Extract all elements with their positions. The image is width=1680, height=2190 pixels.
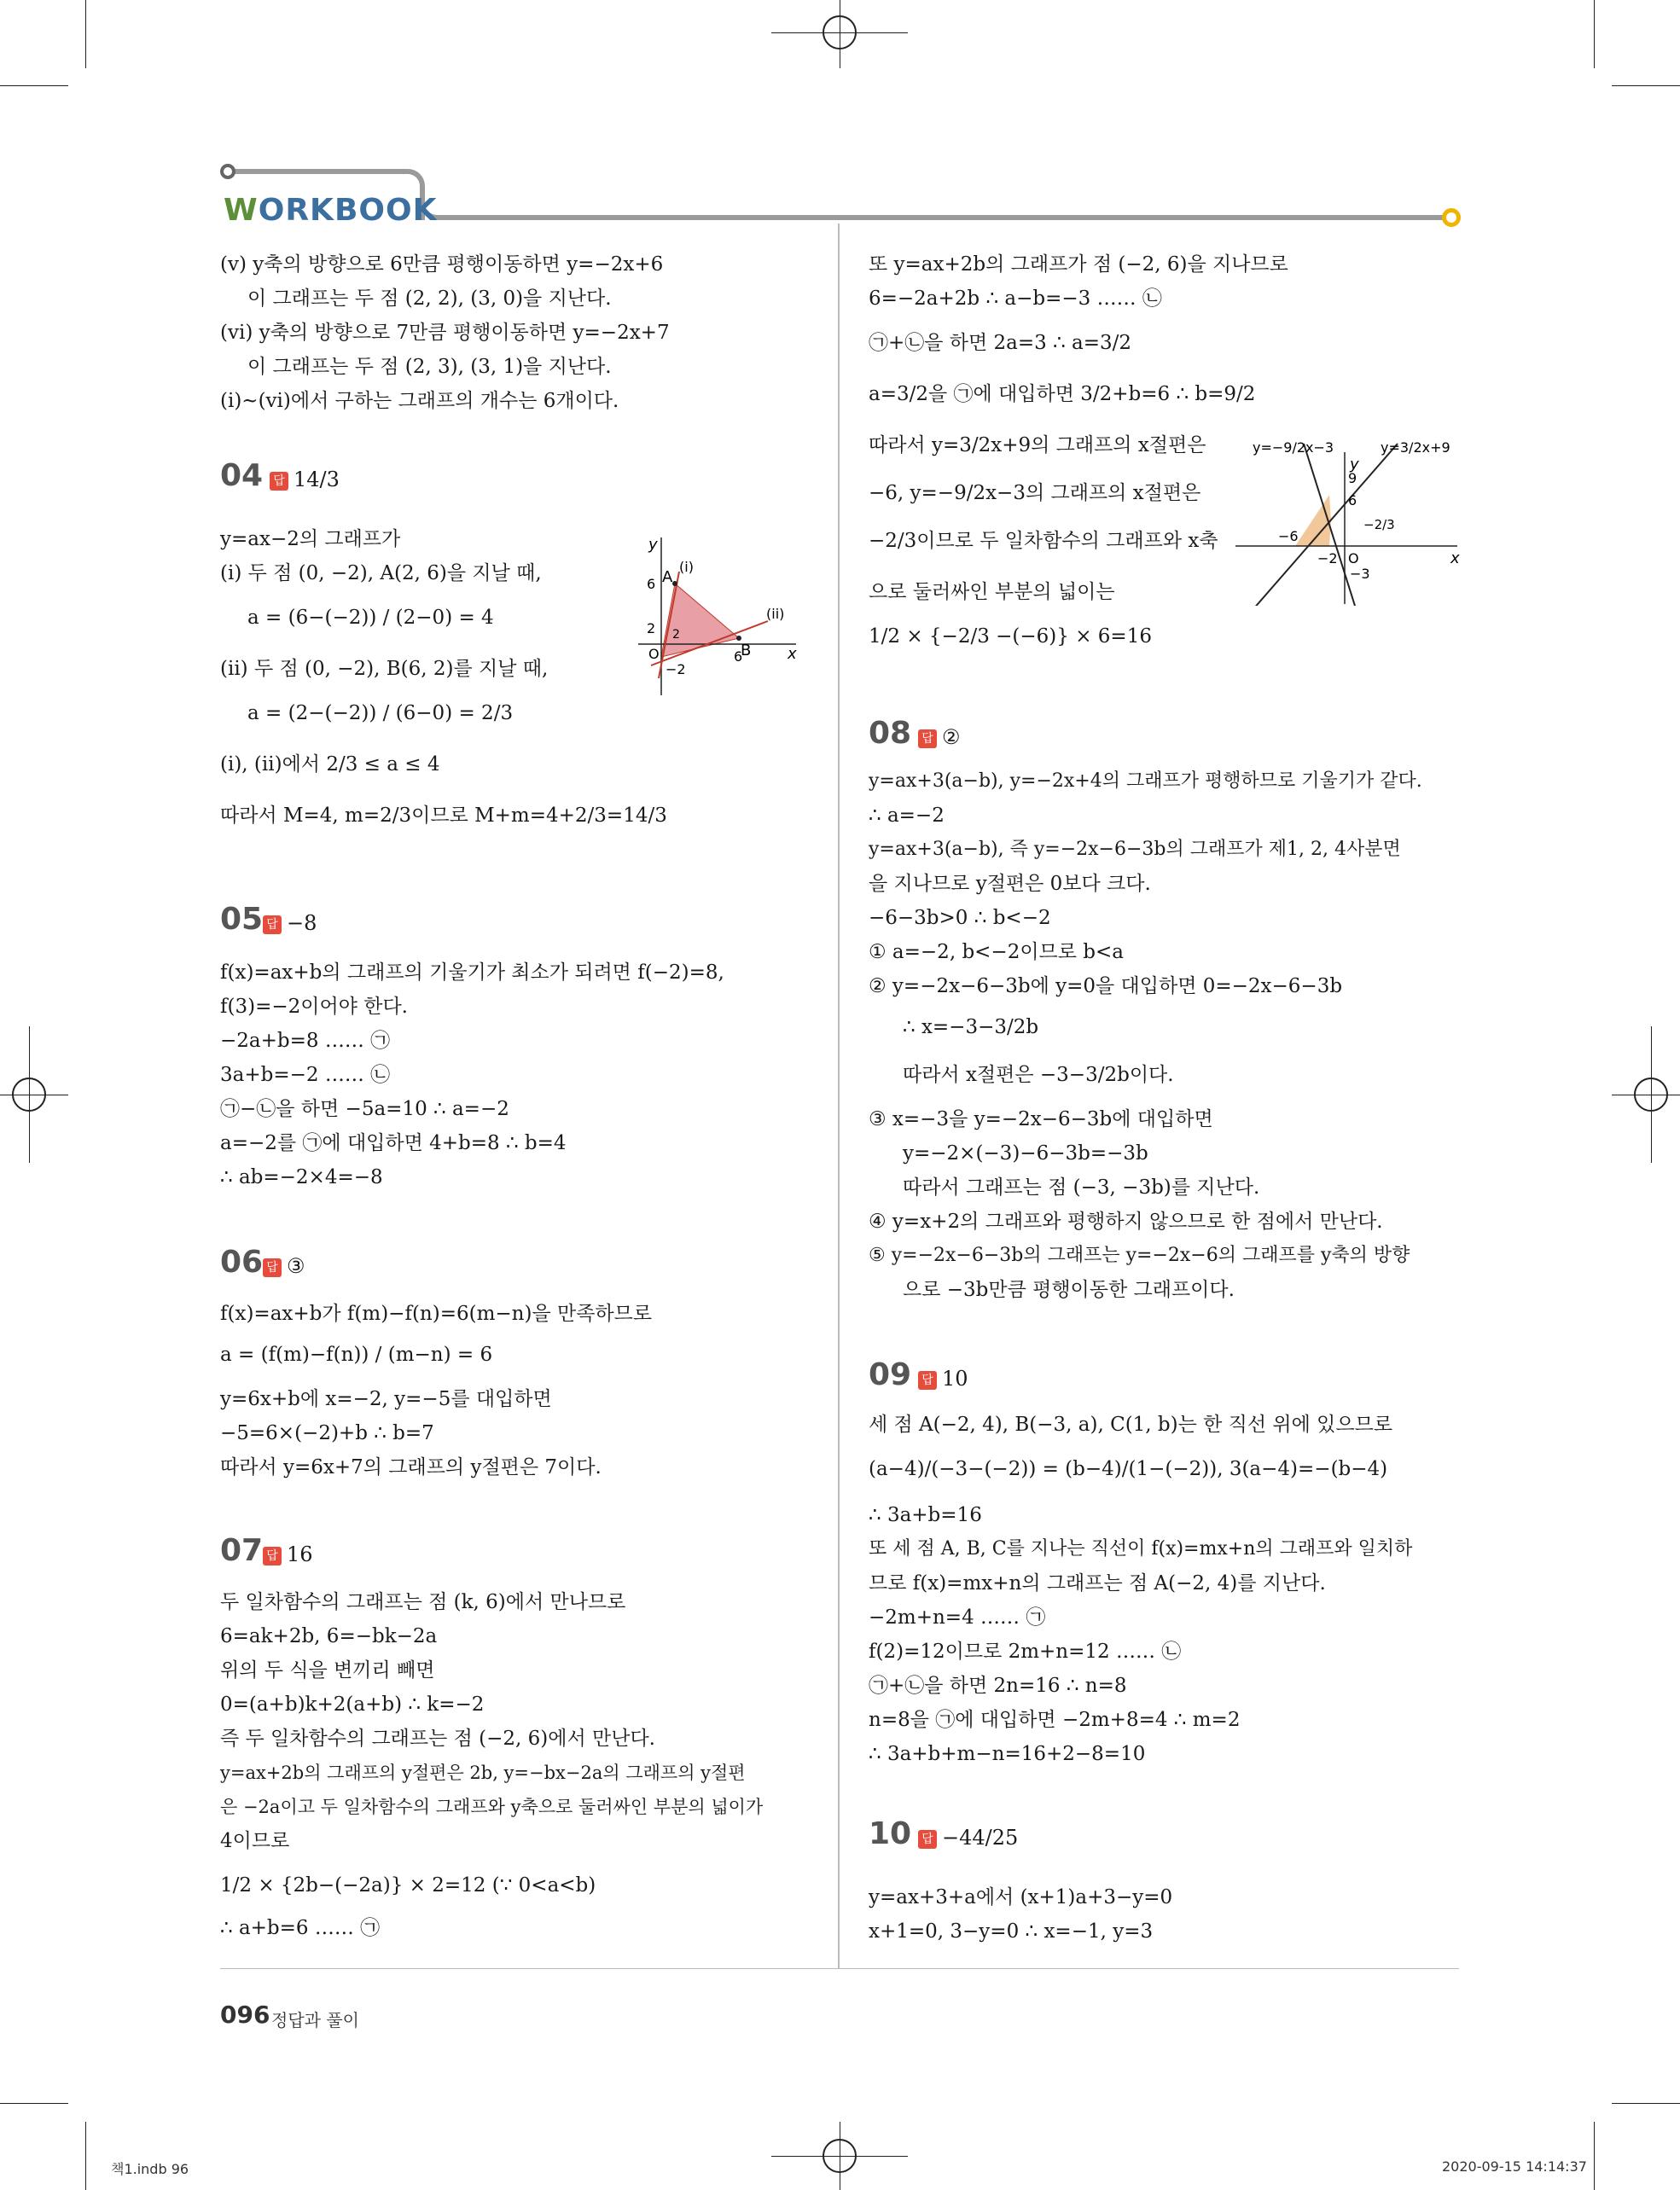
answer-badge-icon: 답 [918, 1371, 937, 1390]
answer-badge-icon: 답 [270, 472, 288, 491]
page-label: 정답과 풀이 [271, 2010, 359, 2030]
solution-line: 6=ak+2b, 6=−bk−2a [220, 1625, 438, 1647]
tick-label: −2/3 [1363, 517, 1395, 532]
header-dot [220, 164, 235, 179]
y-axis-label: y [648, 536, 658, 554]
solution-line: 은 −2a이고 두 일차함수의 그래프와 y축으로 둘러싸인 부분의 넓이가 [220, 1797, 764, 1817]
intro-line: (i)~(vi)에서 구하는 그래프의 개수는 6개이다. [220, 390, 619, 412]
q07-graph [1235, 435, 1466, 606]
question-number: 06 [220, 1245, 264, 1280]
intro-line: 이 그래프는 두 점 (2, 2), (3, 0)을 지난다. [247, 288, 612, 310]
slug-timestamp: 2020-09-15 14:14:37 [1442, 2158, 1587, 2175]
solution-line: y=ax+3+a에서 (x+1)a+3−y=0 [869, 1886, 1173, 1908]
solution-line: 또 세 점 A, B, C를 지나는 직선이 f(x)=mx+n의 그래프와 일치하 [869, 1538, 1413, 1560]
solution-line: −2/3이므로 두 일차함수의 그래프와 x축 [869, 530, 1218, 552]
footer-rule [220, 1968, 1459, 1969]
solution-line: −5=6×(−2)+b ∴ b=7 [220, 1422, 434, 1444]
solution-line: ② y=−2x−6−3b에 y=0을 대입하면 0=−2x−6−3b [869, 975, 1343, 997]
point-a [672, 581, 677, 586]
registration-line [771, 32, 908, 33]
answer: 답 16 [263, 1537, 313, 1571]
intro-line: 이 그래프는 두 점 (2, 3), (3, 1)을 지난다. [247, 356, 612, 378]
intro-line: (vi) y축의 방향으로 7만큼 평행이동하면 y=−2x+7 [220, 322, 670, 344]
solution-line: y=ax−2의 그래프가 [220, 528, 401, 550]
solution-line: 또 y=ax+2b의 그래프가 점 (−2, 6)을 지나므로 [869, 253, 1288, 276]
answer-badge-icon: 답 [918, 1830, 937, 1849]
tick-label: −2 [666, 661, 686, 677]
solution-line: ⑤ y=−2x−6−3b의 그래프는 y=−2x−6의 그래프를 y축의 방향 [869, 1245, 1410, 1266]
solution-line: 므로 f(x)=mx+n의 그래프는 점 A(−2, 4)를 지난다. [869, 1572, 1326, 1595]
label-a: A [662, 568, 673, 586]
solution-line: (ii) 두 점 (0, −2), B(6, 2)를 지날 때, [220, 658, 549, 680]
solution-line: a=−2를 ㉠에 대입하면 4+b=8 ∴ b=4 [220, 1132, 567, 1154]
crop-mark [1594, 0, 1595, 68]
solution-line: 두 일차함수의 그래프는 점 (k, 6)에서 만나므로 [220, 1591, 626, 1613]
shaded-region [1295, 495, 1331, 546]
equation-label: y=−9/2x−3 [1253, 439, 1334, 456]
solution-line: a = (6−(−2)) / (2−0) = 4 [247, 607, 494, 629]
page-number: 096 [220, 2001, 270, 2029]
solution-line: (i), (ii)에서 2/3 ≤ a ≤ 4 [220, 753, 440, 776]
solution-line: ㉠−㉡을 하면 −5a=10 ∴ a=−2 [220, 1098, 509, 1120]
origin-label: O [648, 646, 660, 662]
tick-label: 2 [647, 620, 656, 636]
answer: 답 ② [918, 720, 961, 754]
solution-line: 세 점 A(−2, 4), B(−3, a), C(1, b)는 한 직선 위에 있으므로 [869, 1414, 1393, 1436]
header-rule [229, 169, 410, 174]
column-divider [838, 224, 840, 1968]
solution-line: y=−2×(−3)−6−3b=−3b [903, 1142, 1148, 1165]
question-number: 10 [869, 1816, 912, 1851]
answer-badge-icon: 답 [263, 915, 282, 934]
tick-label: −6 [1278, 528, 1299, 544]
answer: 답 −8 [263, 906, 317, 940]
solution-line: 위의 두 식을 변끼리 빼면 [220, 1659, 435, 1682]
intro-line: (v) y축의 방향으로 6만큼 평행이동하면 y=−2x+6 [220, 253, 664, 276]
crop-mark [85, 0, 86, 68]
label-b: B [741, 642, 752, 659]
slug-file: 책1.indb 96 [111, 2161, 189, 2177]
solution-line: y=6x+b에 x=−2, y=−5를 대입하면 [220, 1388, 552, 1410]
solution-line: 6=−2a+2b ∴ a−b=−3 …… ㉡ [869, 288, 1162, 310]
solution-line: (a−4)/(−3−(−2)) = (b−4)/(1−(−2)), 3(a−4)=−(b−4) [869, 1458, 1388, 1480]
solution-line: a = (f(m)−f(n)) / (m−n) = 6 [220, 1344, 493, 1366]
solution-line: 따라서 y=6x+7의 그래프의 y절편은 7이다. [220, 1456, 602, 1478]
solution-line: y=ax+3(a−b), y=−2x+4의 그래프가 평행하므로 기울기가 같다. [869, 770, 1422, 792]
solution-line: ∴ x=−3−3/2b [903, 1016, 1039, 1038]
solution-line: 1/2 × {−2/3 −(−6)} × 6=16 [869, 625, 1152, 648]
solution-line: (i) 두 점 (0, −2), A(2, 6)을 지날 때, [220, 562, 542, 584]
question-number: 07 [220, 1533, 264, 1568]
label-ii: (ii) [766, 606, 785, 622]
solution-line: 으로 둘러싸인 부분의 넓이는 [869, 581, 1115, 603]
solution-line: 으로 −3b만큼 평행이동한 그래프이다. [903, 1279, 1235, 1301]
solution-line: y=ax+3(a−b), 즉 y=−2x−6−3b의 그래프가 제1, 2, 4사분면 [869, 839, 1401, 860]
answer: 답 10 [918, 1362, 968, 1396]
solution-line: ∴ 3a+b=16 [869, 1504, 982, 1526]
solution-line: 을 지나므로 y절편은 0보다 크다. [869, 873, 1151, 895]
crop-mark [0, 2103, 68, 2104]
answer-badge-icon: 답 [263, 1258, 282, 1277]
header-accent-dot [1442, 208, 1461, 227]
tick-label: −2 [1317, 550, 1338, 566]
solution-line: ∴ ab=−2×4=−8 [220, 1166, 383, 1188]
solution-line: ㉠+㉡을 하면 2a=3 ∴ a=3/2 [869, 332, 1132, 354]
solution-line: ∴ a=−2 [869, 805, 945, 827]
solution-line: ∴ 3a+b+m−n=16+2−8=10 [869, 1743, 1146, 1765]
solution-line: f(3)=−2이어야 한다. [220, 996, 408, 1018]
crop-mark [85, 2122, 86, 2190]
label-i: (i) [679, 559, 694, 575]
solution-line: a = (2−(−2)) / (6−0) = 2/3 [247, 702, 514, 724]
solution-line: ㉠+㉡을 하면 2n=16 ∴ n=8 [869, 1675, 1127, 1697]
workbook-logo: WORKBOOK [224, 193, 438, 228]
registration-line [771, 2156, 908, 2157]
crop-mark [0, 85, 68, 86]
answer-badge-icon: 답 [918, 729, 937, 748]
answer: 답 ③ [263, 1249, 305, 1283]
solution-line: a=3/2을 ㉠에 대입하면 3/2+b=6 ∴ b=9/2 [869, 383, 1256, 405]
tick-label: 6 [1348, 492, 1357, 508]
solution-line: −2a+b=8 …… ㉠ [220, 1030, 391, 1052]
solution-line: f(2)=12이므로 2m+n=12 …… ㉡ [869, 1641, 1182, 1663]
solution-line: −6, y=−9/2x−3의 그래프의 x절편은 [869, 482, 1201, 504]
crop-mark [1594, 2122, 1595, 2190]
solution-line: ④ y=x+2의 그래프와 평행하지 않으므로 한 점에서 만난다. [869, 1211, 1383, 1233]
solution-line: n=8을 ㉠에 대입하면 −2m+8=4 ∴ m=2 [869, 1709, 1241, 1731]
solution-line: −2m+n=4 …… ㉠ [869, 1606, 1046, 1629]
header-rule [440, 215, 1444, 220]
solution-line: −6−3b>0 ∴ b<−2 [869, 907, 1051, 929]
tick-label: 9 [1348, 470, 1357, 486]
crop-mark [1612, 85, 1680, 86]
solution-line: y=ax+2b의 그래프의 y절편은 2b, y=−bx−2a의 그래프의 y절편 [220, 1763, 746, 1783]
equation-label: y=3/2x+9 [1381, 439, 1450, 456]
solution-line: 4이므로 [220, 1830, 290, 1852]
answer-badge-icon: 답 [263, 1547, 282, 1566]
tick-label: 2 [672, 628, 680, 642]
solution-line: 3a+b=−2 …… ㉡ [220, 1064, 391, 1086]
solution-line: ∴ a+b=6 …… ㉠ [220, 1917, 381, 1939]
solution-line: x+1=0, 3−y=0 ∴ x=−1, y=3 [869, 1920, 1154, 1943]
shaded-region [661, 584, 739, 657]
point-b [736, 636, 741, 641]
solution-line: 따라서 M=4, m=2/3이므로 M+m=4+2/3=14/3 [220, 805, 667, 827]
solution-line: 따라서 그래프는 점 (−3, −3b)를 지난다. [903, 1176, 1260, 1199]
y-axis-label: y [1350, 456, 1359, 473]
question-number: 09 [869, 1357, 912, 1392]
tick-label: 6 [734, 648, 743, 665]
crop-mark [1612, 2103, 1680, 2104]
question-number: 05 [220, 902, 264, 937]
solution-line: f(x)=ax+b가 f(m)−f(n)=6(m−n)을 만족하므로 [220, 1303, 653, 1325]
tick-label: −3 [1350, 566, 1370, 582]
solution-line: 따라서 x절편은 −3−3/2b이다. [903, 1064, 1174, 1086]
solution-line: ① a=−2, b<−2이므로 b<a [869, 941, 1125, 963]
solution-line: ③ x=−3을 y=−2x−6−3b에 대입하면 [869, 1108, 1213, 1130]
x-axis-label: x [1450, 549, 1460, 567]
solution-line: 1/2 × {2b−(−2a)} × 2=12 (∵ 0<a<b) [220, 1874, 596, 1897]
solution-line: f(x)=ax+b의 그래프의 기울기가 최소가 되려면 f(−2)=8, [220, 961, 724, 984]
solution-line: 0=(a+b)k+2(a+b) ∴ k=−2 [220, 1693, 485, 1716]
question-number: 08 [869, 716, 912, 751]
x-axis-label: x [788, 645, 797, 663]
question-number: 04 [220, 458, 264, 493]
solution-line: 따라서 y=3/2x+9의 그래프의 x절편은 [869, 434, 1206, 456]
answer: 답 14/3 [270, 462, 340, 497]
q04-graph [630, 529, 800, 700]
tick-label: 6 [647, 576, 656, 592]
origin-label: O [1348, 550, 1359, 566]
solution-line: 즉 두 일차함수의 그래프는 점 (−2, 6)에서 만난다. [220, 1728, 655, 1750]
answer: 답 −44/25 [918, 1821, 1018, 1855]
